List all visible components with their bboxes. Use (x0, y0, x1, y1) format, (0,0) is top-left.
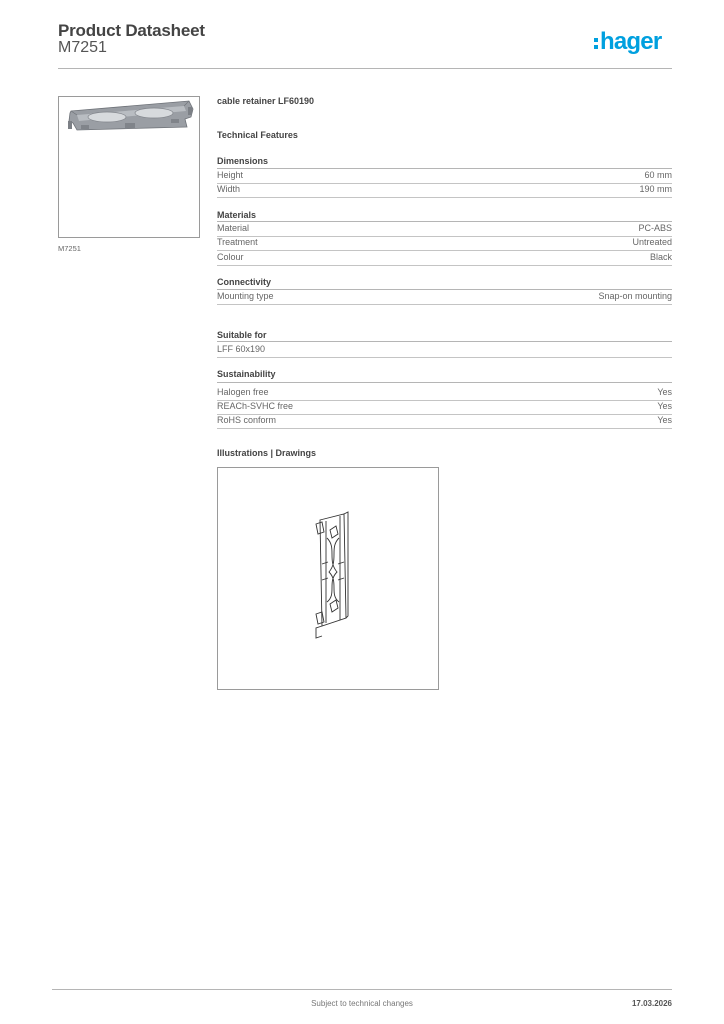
spec-label: Mounting type (217, 291, 274, 301)
spec-value: Untreated (632, 237, 672, 247)
section-title-materials: Materials (217, 210, 257, 220)
hager-logo-text: hager (600, 28, 662, 55)
image-caption: M7251 (58, 244, 81, 253)
spec-label: RoHS conform (217, 415, 277, 425)
spec-row (217, 237, 672, 251)
illustrations-heading: Illustrations | Drawings (217, 448, 317, 458)
footer-date: 17.03.2026 (631, 999, 672, 1008)
section-title-connectivity: Connectivity (217, 277, 272, 287)
technical-features-heading: Technical Features (217, 130, 298, 140)
spec-label: Colour (217, 252, 244, 262)
spec-value: Yes (657, 387, 672, 397)
spec-row (217, 401, 672, 415)
document-subtitle: M7251 (58, 39, 107, 56)
spec-value: PC-ABS (638, 223, 672, 233)
spec-row (217, 223, 672, 237)
cable-retainer-drawing (218, 468, 438, 689)
product-image (58, 96, 200, 238)
spec-label: Halogen free (217, 387, 269, 397)
spec-row (217, 387, 672, 401)
spec-row (217, 291, 672, 305)
spec-label: LFF 60x190 (217, 344, 266, 354)
section-divider (217, 221, 672, 222)
spec-label: Height (217, 170, 244, 180)
spec-row (217, 252, 672, 266)
spec-value: Snap-on mounting (598, 291, 672, 301)
product-name: cable retainer LF60190 (217, 96, 315, 106)
spec-row (217, 344, 672, 358)
section-title-sustainability: Sustainability (217, 369, 276, 379)
technical-drawing (217, 467, 439, 690)
section-divider (217, 382, 672, 383)
spec-label: Material (217, 223, 250, 233)
spec-value: 190 mm (639, 184, 672, 194)
document-title: Product Datasheet (58, 21, 205, 40)
footer-divider (52, 989, 672, 990)
section-divider (217, 289, 672, 290)
spec-label: Width (217, 184, 241, 194)
header-divider (58, 68, 672, 69)
section-divider (217, 341, 672, 342)
spec-value: Yes (657, 415, 672, 425)
spec-value: Yes (657, 401, 672, 411)
spec-row (217, 184, 672, 198)
spec-label: REACh-SVHC free (217, 401, 294, 411)
spec-row (217, 170, 672, 184)
spec-row (217, 415, 672, 429)
section-divider (217, 168, 672, 169)
footer-disclaimer: Subject to technical changes (311, 999, 413, 1008)
spec-value: Black (649, 252, 672, 262)
section-title-suitable-for: Suitable for (217, 330, 267, 340)
section-title-dimensions: Dimensions (217, 156, 269, 166)
spec-value: 60 mm (644, 170, 672, 180)
hager-logo (592, 26, 674, 56)
cable-retainer-photo (59, 97, 199, 237)
spec-label: Treatment (217, 237, 258, 247)
